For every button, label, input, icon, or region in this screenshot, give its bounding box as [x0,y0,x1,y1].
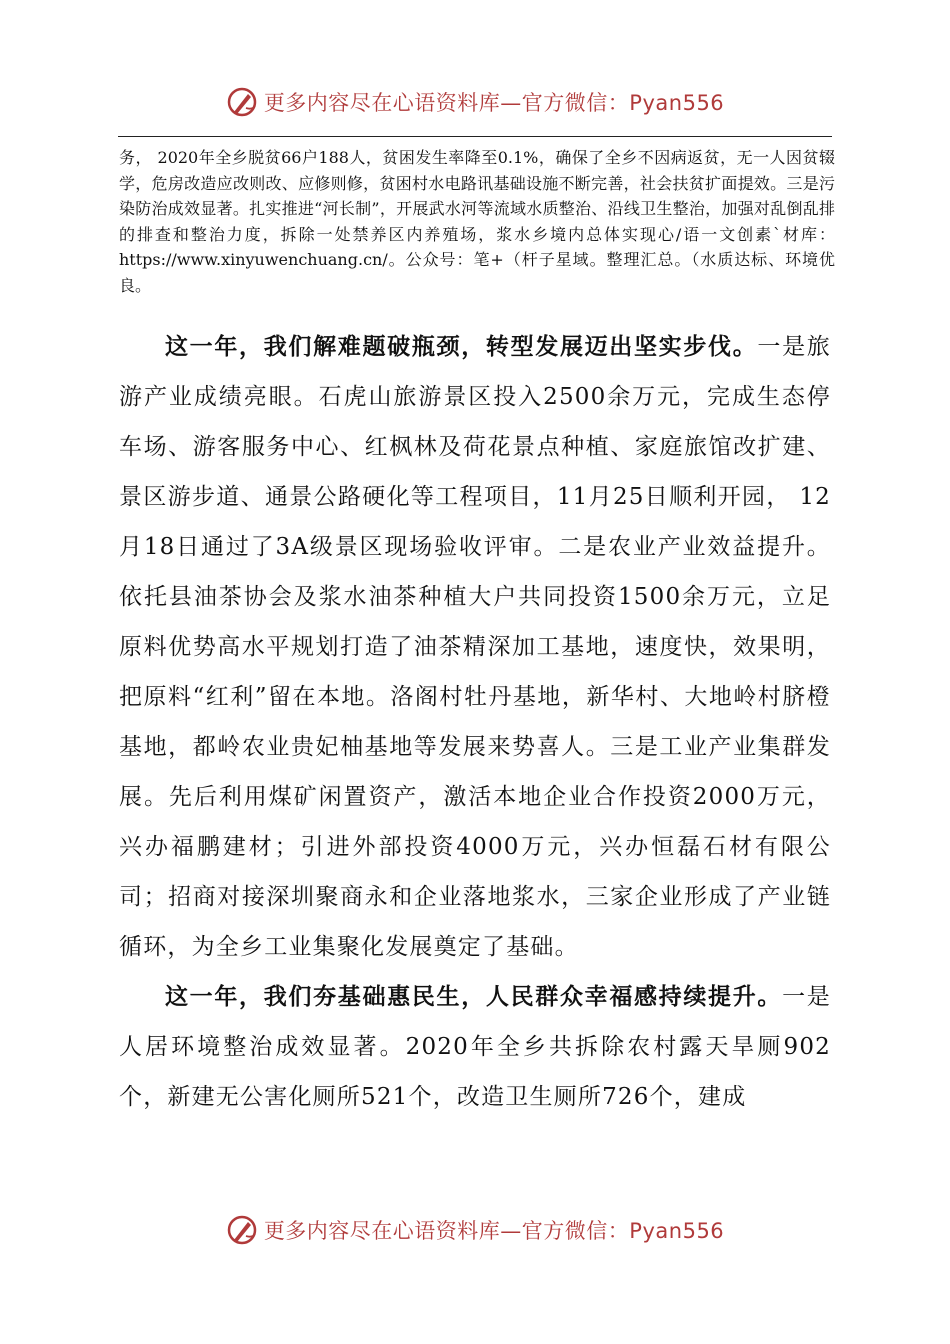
footer-banner [0,1210,950,1250]
header-divider [118,136,832,137]
paragraph-text: 一是人居环境整治成效显著。2020年全乡共拆除农村露天旱厕902个，新建无公害化厕所521个，改造卫生厕所726个，建成 [119,984,831,1110]
pen-logo-icon [226,1214,258,1246]
header-banner [0,82,950,122]
footer-banner-text: 更多内容尽在心语资料库—官方微信：Pyan556 [263,1219,725,1243]
paragraph-tourism-industry [119,322,831,972]
pen-logo-icon [226,86,258,118]
paragraph-lead: 这一年，我们解难题破瓶颈，转型发展迈出坚实步伐。 [165,333,758,360]
paragraph-livelihood [119,972,831,1122]
header-banner-text: 更多内容尽在心语资料库—官方微信：Pyan556 [263,91,725,115]
paragraph-text: 一是旅游产业成绩亮眼。石虎山旅游景区投入2500余万元，完成生态停车场、游客服务中心、红枫林及荷花景点种植、家庭旅馆改扩建、景区游步道、通景公路硬化等工程项目，11月25日顺利开园， 12月18日通过了3A级景区现场验收评审。二是农业产业效益提升。依托县油茶协会及浆水油茶种植大户共同投资1500余万元，立足原料优势高水平规划打造了油茶精深加工基地，速度快，效果明，把原料“红利”留在本地。洛阁村牡丹基地，新华村、大地岭村脐橙基地，都岭农业贵妃柚基地等发展来势喜人。三是工业产业集群发展。先后利用煤矿闲置资产，激活本地企业合作投资2000万元，兴办福鹏建材；引进外部投资4000万元，兴办恒磊石材有限公司；招商对接深圳聚商永和企业落地浆水，三家企业形成了产业链循环，为全乡工业集聚化发展奠定了基础。 [119,334,831,960]
document-body [119,322,831,1122]
continued-paragraph: 务， 2020年全乡脱贫66户188人，贫困发生率降至0.1%，确保了全乡不因病返贫，无一人因贫辍学，危房改造应改则改、应修则修，贫困村水电路讯基础设施不断完善，社会扶贫扩面提效。三是污染防治成效显著。扎实推进“河长制”，开展武水河等流域水质整治、沿线卫生整治，加强对乱倒乱排的排查和整治力度，拆除一处禁养区内养殖场，浆水乡境内总体实现心/语一文创素`材库：https://www.xinyuwenchuang.cn/。公众号：笔+（杆子星域。整理汇总。（水质达标、环境优良。 [119,148,835,295]
paragraph-lead: 这一年，我们夯基础惠民生，人民群众幸福感持续提升。 [165,983,783,1010]
